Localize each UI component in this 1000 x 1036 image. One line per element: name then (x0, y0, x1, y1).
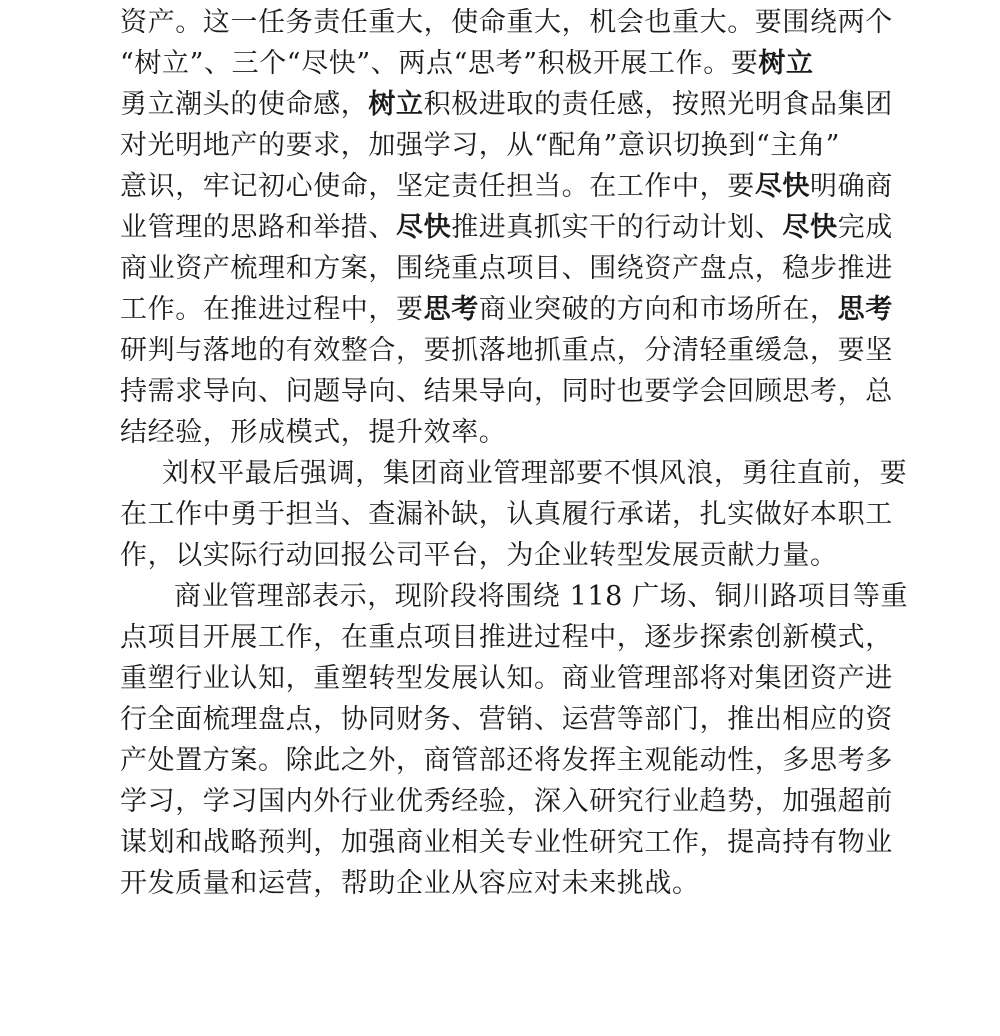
text-line (120, 166, 900, 207)
text-run: 意识，牢记初心使命，坚定责任担当。在工作中，要 (120, 171, 755, 202)
text-run: 产处置方案。除此之外，商管部还将发挥主观能动性，多思考多 (120, 745, 893, 776)
text-run: 作，以实际行动回报公司平台，为企业转型发展贡献力量。 (120, 540, 838, 571)
text-run: 开发质量和运营，帮助企业从容应对未来挑战。 (120, 868, 700, 899)
text-line (120, 207, 900, 248)
text-run: 工作。在推进过程中，要 (120, 294, 424, 325)
text-line (120, 453, 908, 494)
paragraph (120, 2, 900, 453)
text-line (120, 617, 900, 658)
text-run: 结经验，形成模式，提升效率。 (120, 417, 507, 448)
text-run: 学习，学习国内外行业优秀经验，深入研究行业趋势，加强超前 (120, 786, 893, 817)
text-line (120, 781, 900, 822)
emphasis-text: 树立 (368, 89, 424, 120)
text-line (120, 43, 900, 84)
emphasis-text: 思考 (837, 294, 893, 325)
text-run: 资产。这一任务责任重大，使命重大，机会也重大。要围绕两个 (120, 7, 893, 38)
text-run: 商业资产梳理和方案，围绕重点项目、围绕资产盘点，稳步推进 (120, 253, 893, 284)
text-line (120, 125, 900, 166)
emphasis-text: 树立 (758, 48, 814, 79)
text-run: 研判与落地的有效整合，要抓落地抓重点，分清轻重缓急，要坚 (120, 335, 893, 366)
text-run: 勇立潮头的使命感， (120, 89, 369, 120)
text-line (120, 371, 900, 412)
text-run: 对光明地产的要求，加强学习，从“配角”意识切换到“主角” (120, 130, 841, 161)
text-line (120, 494, 900, 535)
text-run: 点项目开展工作，在重点项目推进过程中，逐步探索创新模式， (120, 622, 893, 653)
paragraph (120, 576, 909, 904)
text-run: 积极进取的责任感，按照光明食品集团 (423, 89, 893, 120)
text-run: 重塑行业认知，重塑转型发展认知。商业管理部将对集团资产进 (120, 663, 893, 694)
emphasis-text: 尽快 (396, 212, 452, 243)
text-line (120, 658, 900, 699)
text-run: 商业管理部表示，现阶段将围绕 118 广场、铜川路项目等重 (174, 581, 909, 612)
text-run: 持需求导向、问题导向、结果导向，同时也要学会回顾思考，总 (120, 376, 893, 407)
text-run: 在工作中勇于担当、查漏补缺，认真履行承诺，扎实做好本职工 (120, 499, 893, 530)
text-run: 行全面梳理盘点，协同财务、营销、运营等部门，推出相应的资 (120, 704, 893, 735)
text-run: 推进真抓实干的行动计划、 (451, 212, 783, 243)
text-line (120, 289, 900, 330)
emphasis-text: 思考 (423, 294, 479, 325)
text-run: 业管理的思路和举措、 (120, 212, 396, 243)
emphasis-text: 尽快 (782, 212, 838, 243)
text-run: “树立”、三个“尽快”、两点“思考”积极开展工作。要 (120, 48, 759, 79)
text-line (120, 248, 900, 289)
text-line (120, 576, 909, 617)
text-run: 谋划和战略预判，加强商业相关专业性研究工作，提高持有物业 (120, 827, 893, 858)
text-line (120, 84, 900, 125)
text-line (120, 2, 900, 43)
text-line (120, 412, 900, 453)
article-body (120, 0, 909, 904)
text-line (120, 699, 900, 740)
text-line (120, 863, 900, 904)
text-line (120, 740, 900, 781)
text-run: 商业突破的方向和市场所在， (478, 294, 838, 325)
text-run: 刘权平最后强调，集团商业管理部要不惧风浪，勇往直前，要 (162, 458, 908, 489)
emphasis-text: 尽快 (754, 171, 811, 202)
text-line (120, 822, 900, 863)
text-run: 明确商 (810, 171, 893, 202)
text-line (120, 330, 900, 371)
paragraph (120, 453, 908, 576)
text-run: 完成 (837, 212, 893, 243)
text-line (120, 535, 900, 576)
